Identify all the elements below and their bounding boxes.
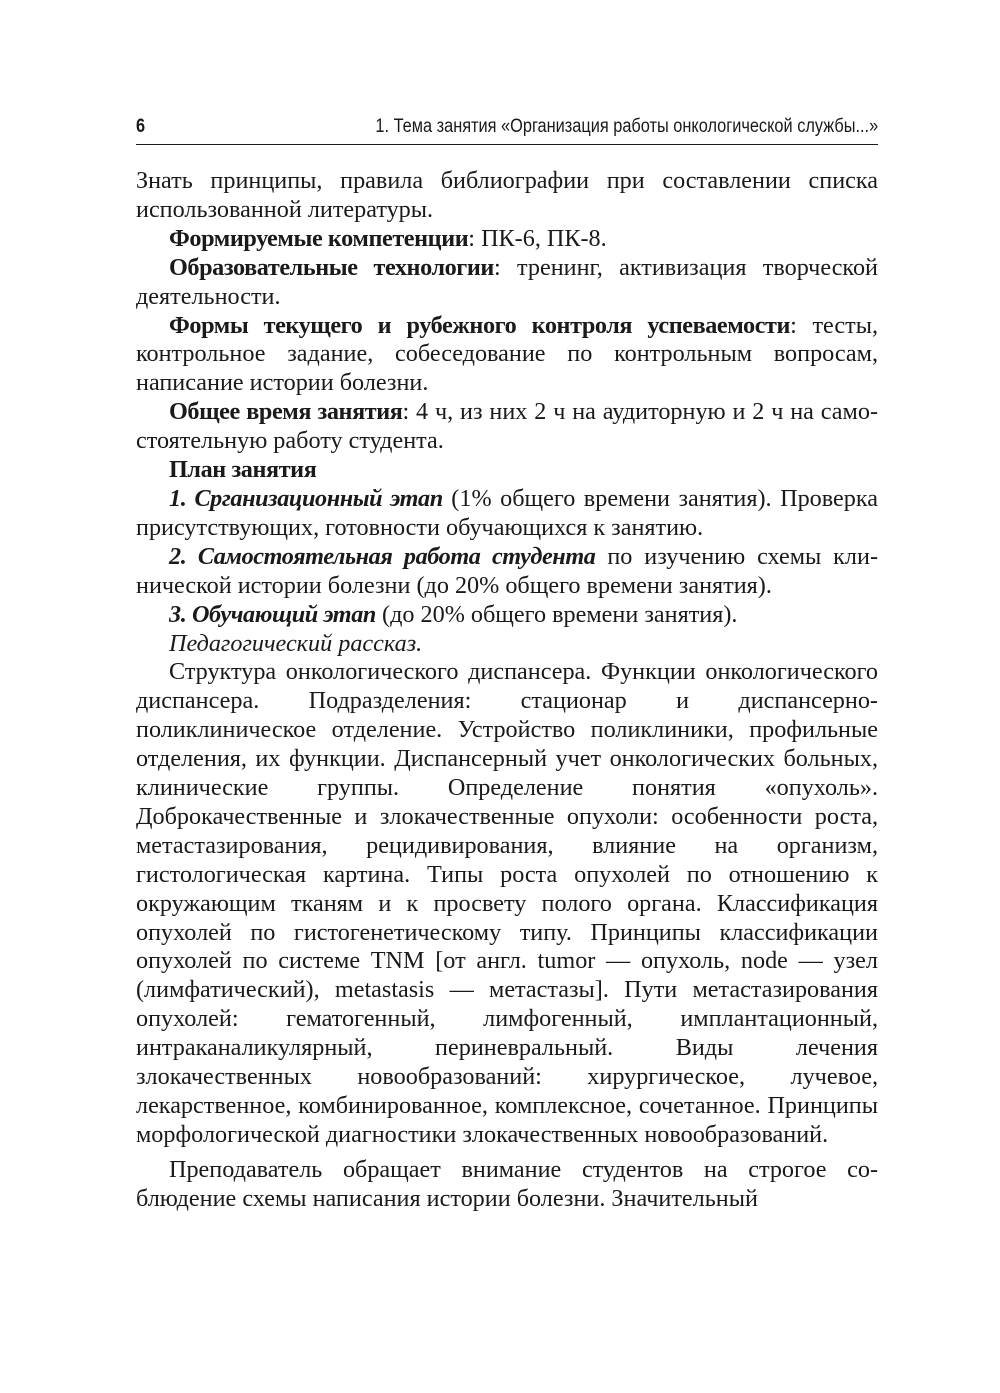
paragraph-competencies: Формируемые компетенции: ПК-6, ПК-8. [169, 224, 607, 252]
pedagogical-story-heading: Педагогический рассказ. [169, 629, 423, 657]
body-text [136, 167, 878, 1214]
running-title: 1. Тема занятия «Организация работы онкологической службы...» [375, 116, 879, 137]
plan-heading: План занятия [169, 456, 317, 484]
plan-item-1: 1. Срганизационный этап (1% общего времени занятия). Проверка присутствующих, готовности обучающихся к занятию. [136, 484, 878, 541]
plan-item-2: 2. Самостоятельная работа студента по изучению схемы клинической истории болезни (до 20% общего времени занятия). [136, 542, 878, 599]
control-forms-label: Формы текущего и рубежного контроля успеваемости [169, 311, 791, 339]
plan-item-3-label: 3. Обучающий этап [169, 600, 376, 628]
plan-item-1-label: 1. Срганизационный этап [169, 484, 443, 512]
paragraph-total-time: Общее время занятия: 4 ч, из них 2 ч на аудиторную и 2 ч на самостоятельную работу студента. [136, 398, 879, 455]
total-time-label: Общее время занятия [169, 398, 403, 426]
plan-item-2-label: 2. Самостоятельная работа студента [169, 542, 596, 570]
paragraph-technologies: Образовательные технологии: тренинг, активизация творческой деятельности. [136, 253, 878, 310]
technologies-label: Образовательные технологии [169, 253, 494, 281]
paragraph-objectives: Знать принципы, правила библиографии при составлении списка использованной литературы. [136, 167, 878, 223]
paragraph-structure: Структура онкологического диспансера. Функции онкологического диспансера. Подразделения: стационар и диспансерно-поликлиническое отделение. Устройство поликлиники, профильные отделения, их функции. Диспансерный учет онкологических больных, клинические группы. Определение понятия «опухоль». Доброкачественные и злокачественные опухоли: особенности роста, метастазирования, рецидивирования, влияние на организм, гистологическая картина. Типы роста опухолей по отношению к окружающим тканям и к просвету полого органа. Классификация опухолей по гистогенетическому типу. Принципы классификации опухолей по системе TNM [от англ. tumor — опухоль, node — узел (лимфатический), metastasis — метастазы]. Пути метастазирования опухолей: гематогенный, лимфогенный, имплантационный, интраканаликулярный, периневральный. Виды лечения злокачественных новообразований: хирургическое, лучевое, лекарственное, комбинированное, комплексное, сочетанное. Принципы морфологической диагностики злокачественных новообразований. [136, 658, 878, 1148]
paragraph-control-forms: Формы текущего и рубежного контроля успеваемости: тесты, контрольное задание, собеседование по контрольным вопросам, написание истории болезни. [136, 311, 879, 397]
header-rule [136, 144, 878, 145]
plan-item-3: 3. Обучающий этап (до 20% общего времени занятия). [169, 600, 738, 628]
page-number: 6 [136, 116, 146, 137]
competencies-label: Формируемые компетенции [169, 224, 469, 252]
book-page [136, 116, 878, 1214]
running-header [136, 116, 878, 142]
paragraph-teacher: Преподаватель обращает внимание студентов на строгое соблюдение схемы написания истории болезни. Значительный [136, 1155, 878, 1212]
